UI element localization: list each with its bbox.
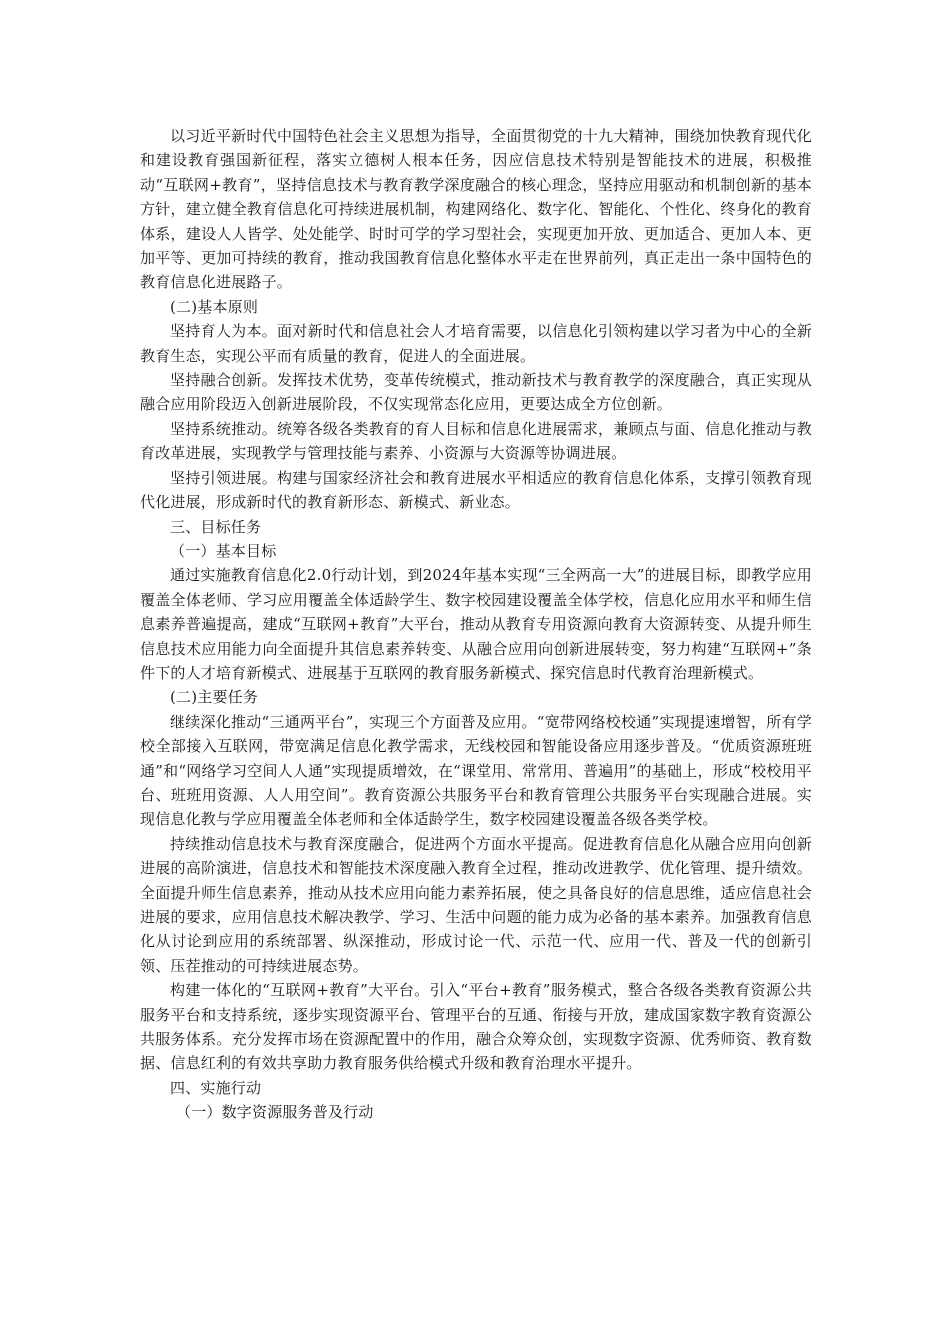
principle-paragraph-integration-innovation: 坚持融合创新。发挥技术优势，变革传统模式，推动新技术与教育教学的深度融合，真正实现从融合应用阶段迈入创新进展阶段，不仅实现常态化应用，更要达成全方位创新。 bbox=[140, 371, 812, 414]
main-task-paragraph-three-links: 继续深化推动“三通两平台”，实现三个方面普及应用。“宽带网络校校通”实现提速增智，所有学校全部接入互联网，带宽满足信息化教学需求，无线校园和智能设备应用逐步普及。“优质资源班班通”和“网络学习空间人人通”实现提质增效，在“课堂用、常常用、普遍用”的基础上，形成“校校用平台、班班用资源、人人用空间”。教育资源公共服务平台和教育管理公共服务平台实现融合进展。实现信息化教与学应用覆盖全体老师和全体适龄学生，数字校园建设覆盖各级各类学校。 bbox=[140, 712, 812, 829]
main-task-paragraph-deep-integration: 持续推动信息技术与教育深度融合，促进两个方面水平提高。促进教育信息化从融合应用向创新进展的高阶演进，信息技术和智能技术深度融入教育全过程，推动改进教学、优化管理、提升绩效。全面提升师生信息素养，推动从技术应用向能力素养拓展，使之具备良好的信息思维，适应信息社会进展的要求，应用信息技术解决教学、学习、生活中问题的能力成为必备的基本素养。加强教育信息化从讨论到应用的系统部署、纵深推动，形成讨论一代、示范一代、应用一代、普及一代的创新引领、压茬推动的可持续进展态势。 bbox=[140, 834, 812, 975]
section-heading-basic-goals: （一）基本目标 bbox=[170, 541, 277, 560]
chapter-heading-implementation: 四、实施行动 bbox=[170, 1078, 262, 1097]
section-heading-main-tasks: (二)主要任务 bbox=[170, 688, 259, 707]
basic-goals-paragraph: 通过实施教育信息化2.0行动计划，到2024年基本实现“三全两高一大”的进展目标，即教学应用覆盖全体老师、学习应用覆盖全体适龄学生、数字校园建设覆盖全体学校，信息化应用水平和师生信息素养普遍提高，建成“互联网+教育”大平台，推动从教育专用资源向教育大资源转变、从提升师生信息技术应用能力向全面提升其信息素养转变、从融合应用向创新进展转变，努力构建“互联网+”条件下的人才培育新模式、进展基于互联网的教育服务新模式、探究信息时代教育治理新模式。 bbox=[140, 566, 812, 682]
principle-paragraph-people-oriented: 坚持育人为本。面对新时代和信息社会人才培育需要，以信息化引领构建以学习者为中心的全新教育生态，实现公平而有质量的教育，促进人的全面进展。 bbox=[140, 322, 812, 365]
main-task-paragraph-platform: 构建一体化的“互联网+教育”大平台。引入“平台+教育”服务模式，整合各级各类教育资源公共服务平台和支持系统，逐步实现资源平台、管理平台的互通、衔接与开放，建成国家数字教育资源公共服务体系。充分发挥市场在资源配置中的作用，融合众筹众创，实现数字资源、优秀师资、教育数据、信息红利的有效共享助力教育服务供给模式升级和教育治理水平提升。 bbox=[140, 981, 812, 1073]
chapter-heading-goals-tasks: 三、目标任务 bbox=[170, 517, 262, 536]
principle-paragraph-systematic-promotion: 坚持系统推动。统筹各级各类教育的育人目标和信息化进展需求，兼顾点与面、信息化推动与教育改革进展，实现教学与管理技能与素养、小资源与大资源等协调进展。 bbox=[140, 419, 812, 463]
section-heading-digital-resources: （一）数字资源服务普及行动 bbox=[176, 1103, 374, 1122]
principle-paragraph-leading-development: 坚持引领进展。构建与国家经济社会和教育进展水平相适应的教育信息化体系，支撑引领教育现代化进展，形成新时代的教育新形态、新模式、新业态。 bbox=[140, 468, 812, 512]
document-page bbox=[140, 124, 812, 1125]
guiding-ideology-paragraph: 以习近平新时代中国特色社会主义思想为指导，全面贯彻党的十九大精神，围绕加快教育现代化和建设教育强国新征程，落实立德树人根本任务，因应信息技术特别是智能技术的进展，积极推动“互联网+教育”，坚持信息技术与教育教学深度融合的核心理念，坚持应用驱动和机制创新的基本方针，建立健全教育信息化可持续进展机制，构建网络化、数字化、智能化、个性化、终身化的教育体系，建设人人皆学、处处能学、时时可学的学习型社会，实现更加开放、更加适合、更加人本、更加平等、更加可持续的教育，推动我国教育信息化整体水平走在世界前列，真正走出一条中国特色的教育信息化进展路子。 bbox=[140, 127, 812, 292]
section-heading-basic-principles: (二)基本原则 bbox=[170, 297, 259, 316]
